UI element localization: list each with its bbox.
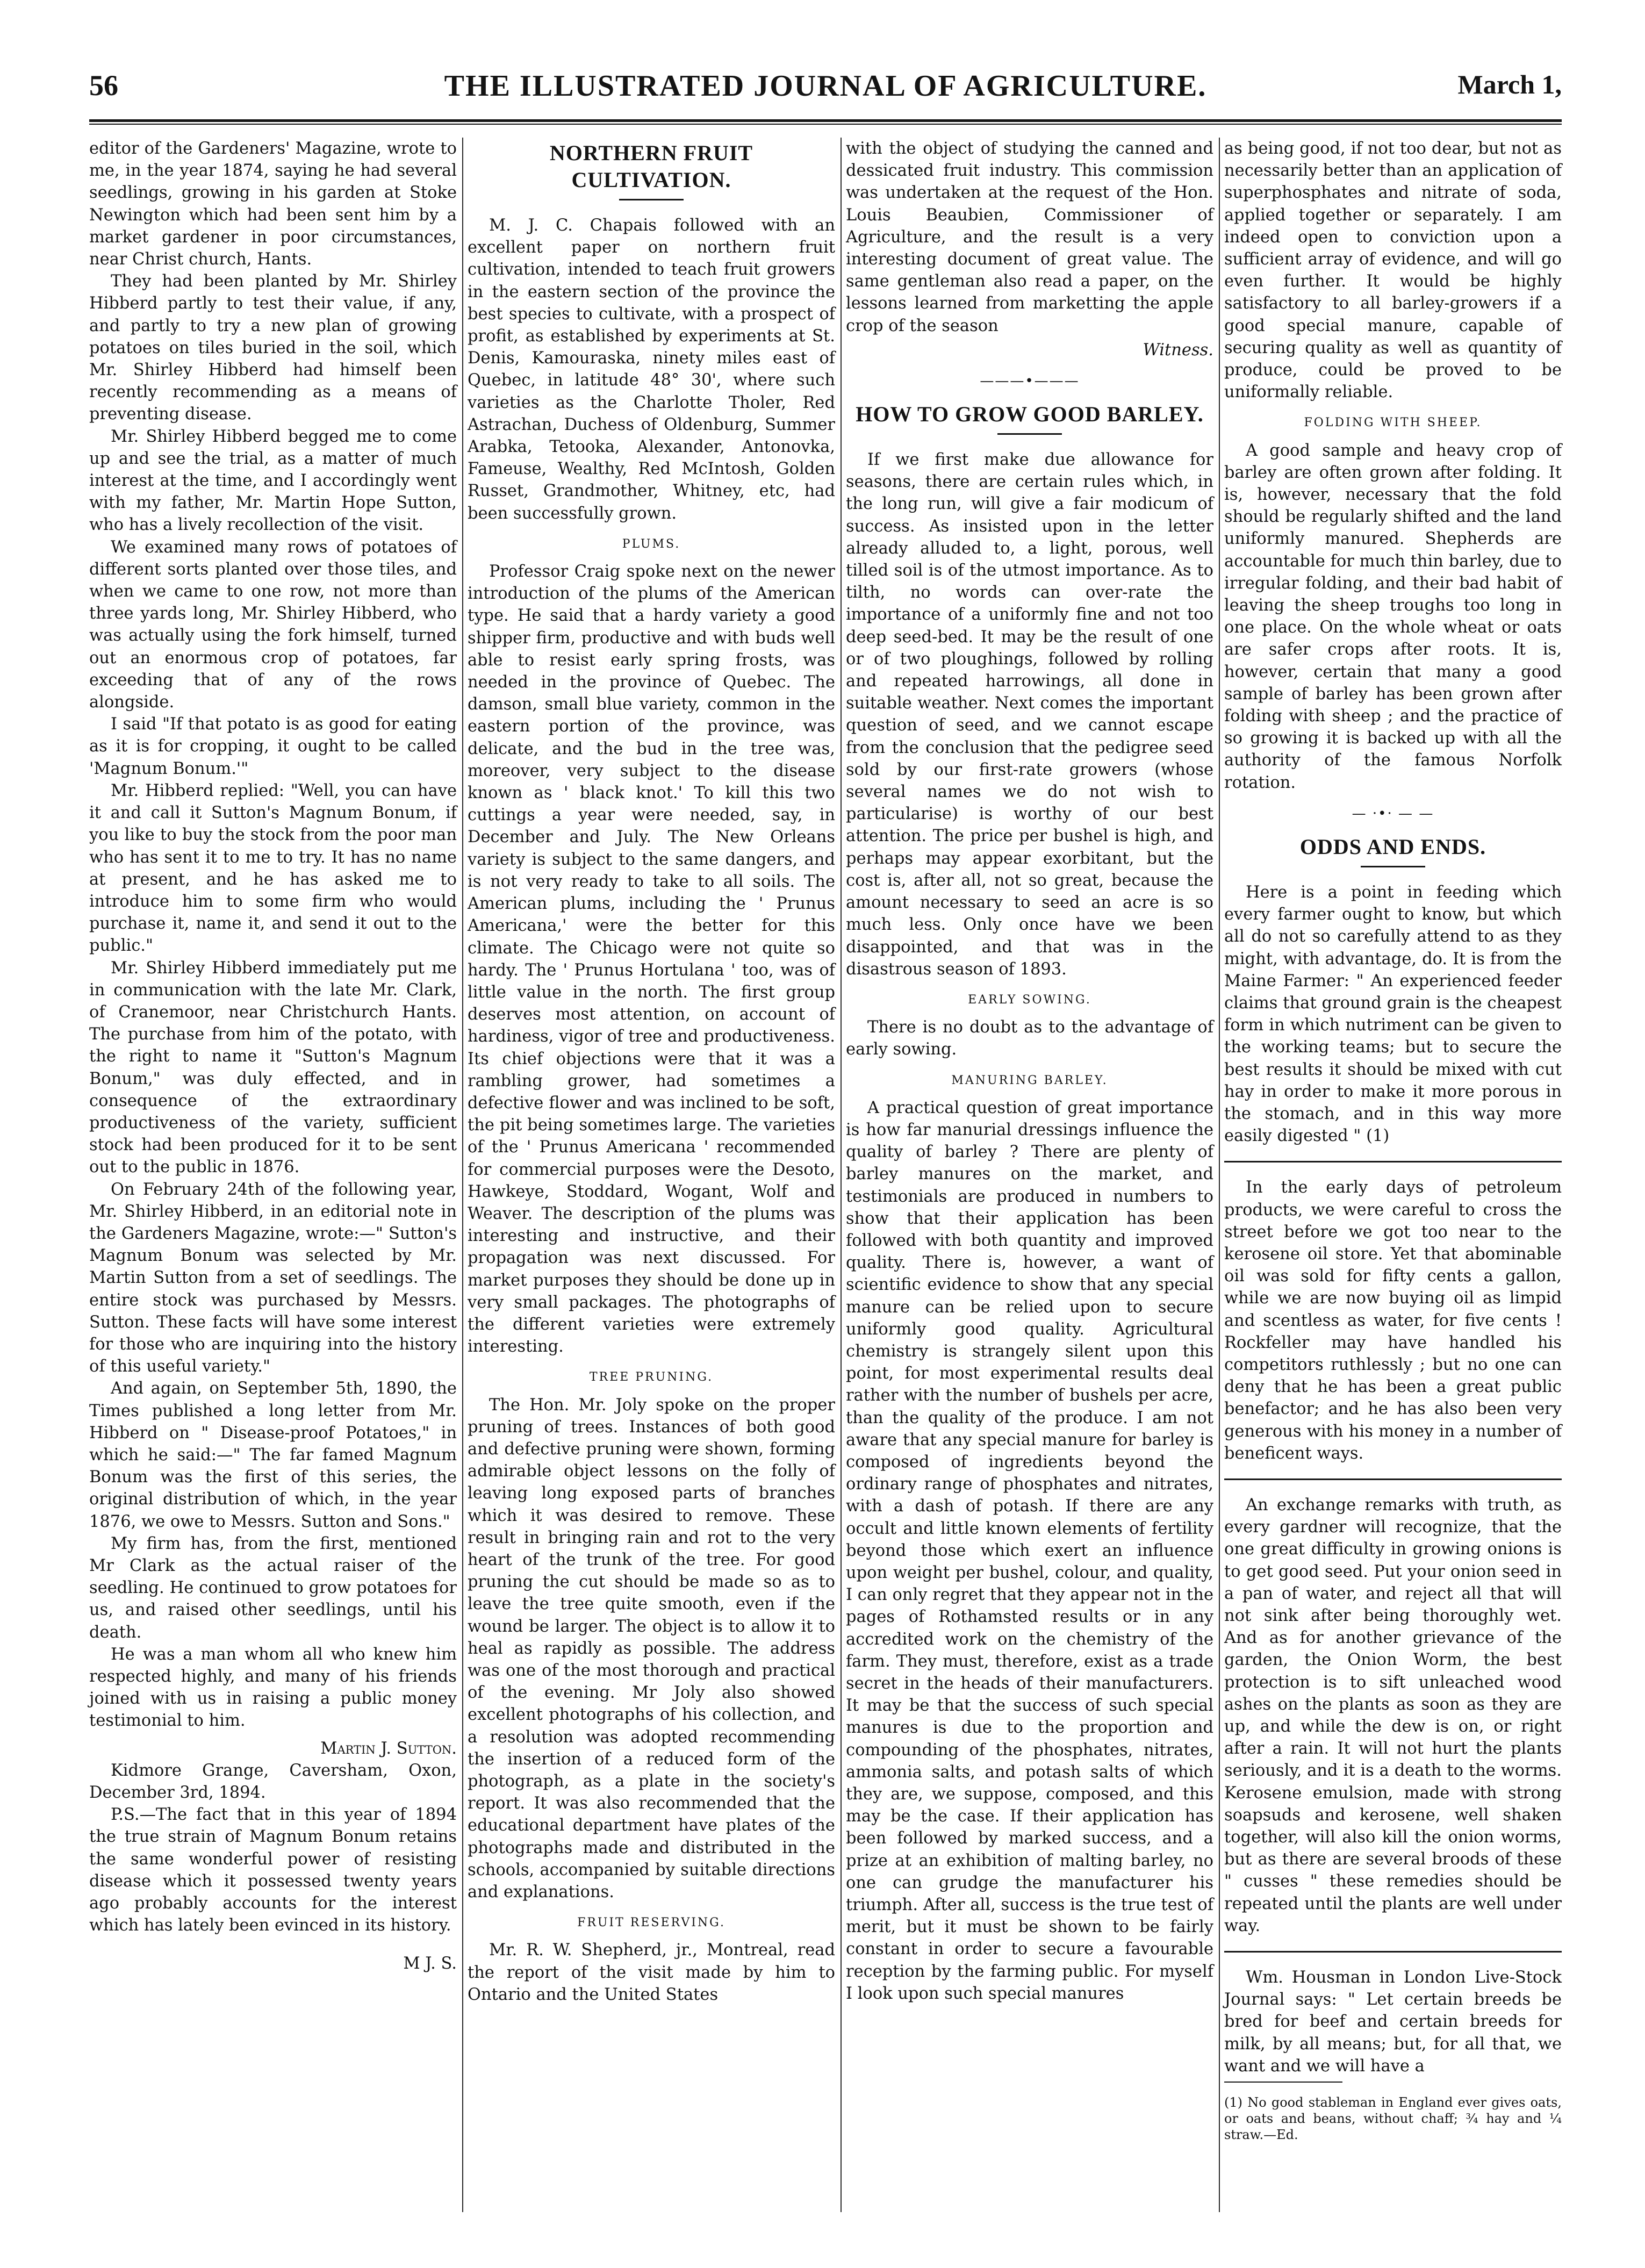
journal-title: THE ILLUSTRATED JOURNAL OF AGRICULTURE. bbox=[444, 69, 1207, 103]
paragraph: Mr. Shirley Hibberd immediately put me in communication with the late Mr. Clark, of Cranemoor, near Christchurch Hants. The purchase from him of the potato, with the right to name it "Sutton's Magnum Bonum," was duly effected, and in consequence of the extraordinary productiveness of the variety, sufficient stock had been produced for it to be sent out to the public in 1876. bbox=[89, 958, 457, 1177]
issue-date: March 1, bbox=[1457, 69, 1562, 99]
title-rule bbox=[997, 433, 1062, 435]
paragraph: We examined many rows of potatoes of different sorts planted over those tiles, and when we came to one row, not more than three yards long, Mr. Shirley Hibberd, who was actually using the fork himself, turned out an enormous crop of potatoes, far exceeding that of any of the rows alongside. bbox=[89, 537, 457, 712]
paragraph: Mr. Shirley Hibberd begged me to come up and see the trial, as a matter of much interest at the time, and I accordingly went with my father, Mr. Martin Hope Sutton, who has a lively recollection of the visit. bbox=[89, 427, 457, 535]
article-title: HOW TO GROW GOOD BARLEY. bbox=[856, 402, 1204, 427]
letter-address: Kidmore Grange, Caversham, Oxon, December 3rd, 1894. bbox=[89, 1761, 457, 1803]
title-rule bbox=[1361, 866, 1425, 867]
section-heading: PLUMS. bbox=[622, 537, 681, 551]
item-separator bbox=[1224, 1478, 1562, 1480]
article-title: NORTHERN FRUIT CULTIVATION. bbox=[549, 141, 753, 192]
paragraph: The Hon. Mr. Joly spoke on the proper pruning of trees. Instances of both good and defective pruning were shown, forming admirable object lessons on the folly of leaving long exposed parts of branches which it was desired to remove. These result in bringing rain and rot to the very heart of the trunk of the tree. For good pruning the cut should be made so as to leave the tree quite smooth, even if the wound be larger. The object is to allow it to heal as rapidly as possible. The address was one of the most thorough and practical of the evening. Mr Joly also showed excellent photographs of his collection, and a resolution was adopted recommending the insertion of a reduced form of the photograph, as a plate in the society's report. It was also recommended that the educational department have plates of the photographs made and distributed in the schools, accompanied by suitable directions and explanations. bbox=[468, 1395, 835, 1902]
title-rule bbox=[619, 199, 684, 200]
column-3 bbox=[846, 138, 1213, 2005]
column-divider bbox=[841, 138, 842, 2212]
column-divider bbox=[462, 138, 463, 2212]
paragraph: There is no doubt as to the advantage of early sowing. bbox=[846, 1018, 1213, 1059]
section-heading: FRUIT RESERVING. bbox=[577, 1916, 725, 1930]
ornamental-rule: — ·•· — — bbox=[1352, 805, 1434, 822]
paragraph: editor of the Gardeners' Magazine, wrote to me, in the year 1874, saying he had several seedlings, growing in his garden at Stoke Newington which had been sent him by a market gardener in poor circumstances, near Christ church, Hants. bbox=[89, 139, 457, 269]
paragraph: A good sample and heavy crop of barley are often grown after folding. It is, however, necessary that the fold should be regularly shifted and the land uniformly manured. Shepherds are accountable for much thin barley, due to irregular folding, and their bad habit of leaving the sheep troughs too long in one place. On the whole wheat or oats are safer crops after roots. It is, however, certain that many a good sample of barley has been grown after folding with sheep ; and the practice of so growing it is backed up with all the authority of the famous Norfolk rotation. bbox=[1224, 441, 1562, 792]
column-4 bbox=[1224, 138, 1562, 2143]
paragraph: Here is a point in feeding which every farmer ought to know, but which all do not so carefully attend to as they might, with advantage, do. It is from the Maine Farmer: " An experienced feeder claims that ground grain is the cheapest form in which nutriment can be given to the working teams; but to secure the best results it should be mixed with cut hay in order to make it more porous in the stomach, and in this way more easily digested " (1) bbox=[1224, 882, 1562, 1146]
page-number: 56 bbox=[89, 69, 118, 102]
header-rule-thin bbox=[89, 124, 1562, 125]
page-header bbox=[89, 69, 1562, 112]
paragraph: If we first make due allowance for seasons, there are certain rules which, in the long run, will give a fair modicum of success. As insisted upon in the letter already alluded to, a light, porous, well tilled soil is of the utmost importance. As to tilth, no words can over-rate the importance of a uniformly fine and not too deep seed-bed. It may be the result of one or of two ploughings, followed by rolling and repeated harrowings, all done in suitable weather. Next comes the important question of seed, and we cannot escape from the conclusion that the pedigree seed sold by our first-rate growers (whose several names we do not wish to particularise) is worthy of our best attention. The price per bushel is high, and perhaps may appear exorbitant, but the cost is, after all, not so great, because the amount necessary to seed an acre is so much less. Only once have we been disappointed, and that was in the disastrous season of 1893. bbox=[846, 450, 1213, 979]
letter-signature: Martin J. Sutton. bbox=[320, 1739, 457, 1758]
item-separator bbox=[1224, 1951, 1562, 1953]
paragraph: M. J. C. Chapais followed with an excellent paper on northern fruit cultivation, intended to teach fruit growers in the eastern section of the province the best species to cultivate, with a prospect of profit, as established by experiments at St. Denis, Kamouraska, ninety miles east of Quebec, in latitude 48° 30', where such varieties as the Charlotte Tholer, Red Astrachan, Duchess of Oldenburg, Summer Arabka, Tetooka, Alexander, Antonovka, Fameuse, Wealthy, Red McIntosh, Golden Russet, Grandmother, Whitney, etc, had been successfully grown. bbox=[468, 216, 835, 523]
paragraph: On February 24th of the following year, Mr. Shirley Hibberd, in an editorial note in the Gardeners Magazine, wrote:—" Sutton's Magnum Bonum was selected by Mr. Martin Sutton from a set of seedlings. The entire stock was purchased by Messrs. Sutton. These facts will have some interest for those who are inquiring into the history of this useful variety." bbox=[89, 1180, 457, 1376]
section-heading: TREE PRUNING. bbox=[589, 1370, 714, 1384]
footnote-rule bbox=[1224, 2082, 1342, 2083]
paragraph: They had been planted by Mr. Shirley Hibberd partly to test their value, if any, and partly to try a new plan of growing potatoes on tiles buried in the soil, which Mr. Shirley Hibberd had himself been recently recommending as a means of preventing disease. bbox=[89, 272, 457, 424]
footnote: (1) No good stableman in England ever gives oats, or oats and beans, without chaff; ¾ hay and ¼ straw.—Ed. bbox=[1224, 2095, 1562, 2143]
paragraph: And again, on September 5th, 1890, the Times published a long letter from Mr. Hibberd on " Disease-proof Potatoes," in which he said:—" The far famed Magnum Bonum was the first of this series, the original distribution of which, in the year 1876, we owe to Messrs. Sutton and Sons." bbox=[89, 1379, 457, 1531]
postscript: P.S.—The fact that in this year of 1894 the true strain of Magnum Bonum retains the same wonderful power of resisting disease which it possessed twenty years ago probably accounts for the interest which has lately been evinced in its history. bbox=[89, 1805, 457, 1935]
section-heading: MANURING BARLEY. bbox=[951, 1073, 1108, 1087]
paragraph: Mr. R. W. Shepherd, jr., Montreal, read the report of the visit made by him to Ontario and the United States bbox=[468, 1941, 835, 2004]
paragraph: Wm. Housman in London Live-Stock Journal says: " Let certain breeds be bred for beef and certain breeds for milk, by all means; but, for all that, we want and we will have a bbox=[1224, 1968, 1562, 2076]
article-title: ODDS AND ENDS. bbox=[1299, 834, 1486, 859]
paragraph: Mr. Hibberd replied: "Well, you can have it and call it Sutton's Magnum Bonum, if you like to buy the stock from the poor man who has sent it to me to try. It has no name at present, and he has asked me to introduce him to some firm who would purchase it, name it, and send it out to the public." bbox=[89, 781, 457, 956]
column-2 bbox=[468, 138, 835, 2006]
column-1 bbox=[89, 138, 457, 1975]
paragraph: I said "If that potato is as good for eating as it is for cropping, it ought to be called 'Magnum Bonum.'" bbox=[89, 715, 457, 778]
header-rule bbox=[89, 119, 1562, 122]
paragraph: He was a man whom all who knew him respected highly, and many of his friends joined with us in raising a public money testimonial to him. bbox=[89, 1645, 457, 1731]
source-attribution: Witness. bbox=[1143, 340, 1213, 360]
postscript-signature: M J. S. bbox=[403, 1954, 457, 1973]
paragraph: In the early days of petroleum products, we were careful to cross the street before we got too near to the kerosene oil store. Yet that abominable oil was sold for fifty cents a gallon, while we are now buying oil as limpid and scentless as water, for five cents ! Rockfeller may have handled his competitors ruthlessly ; but no one can deny that he has been a great public benefactor; and he has also been very generous with his money in a number of beneficent ways. bbox=[1224, 1178, 1562, 1463]
item-separator bbox=[1224, 1161, 1562, 1162]
column-divider bbox=[1219, 138, 1220, 2212]
paragraph: with the object of studying the canned and dessicated fruit industry. This commission was undertaken at the request of the Hon. Louis Beaubien, Commissioner of Agriculture, and the result is a very interesting document of great value. The same gentleman also read a paper, on the lessons learned from marketting the apple crop of the season bbox=[846, 139, 1213, 335]
section-heading: FOLDING WITH SHEEP. bbox=[1304, 416, 1482, 430]
paragraph: as being good, if not too dear, but not as necessarily better than an application of superphosphates and nitrate of soda, applied together or separately. I am indeed open to conviction upon a sufficient array of evidence, and will go even further. It would be highly satisfactory to all barley-growers if a good special manure, capable of securing quality as well as quantity of produce, could be proved to be uniformally reliable. bbox=[1224, 139, 1562, 402]
paragraph: My firm has, from the first, mentioned Mr Clark as the actual raiser of the seedling. He continued to grow potatoes for us, and raised other seedlings, until his death. bbox=[89, 1534, 457, 1642]
paragraph: A practical question of great importance is how far manurial dressings influence the quality of barley ? There are plenty of barley manures on the market, and testimonials are produced in numbers to show that their application has been followed with both quantity and improved quality. There is, however, a want of scientific evidence to show that any special manure can be relied upon to secure uniformly good quality. Agricultural chemistry is strangely silent upon this point, for most experimental results deal rather with the number of bushels per acre, than the quality of the produce. I am not aware that any special manure for barley is composed of ingredients beyond the ordinary range of phosphates and nitrates, with a dash of potash. If there are any occult and little known elements of fertility beyond those which exert an influence upon weight per bushel, colour, and quality, I can only regret that they appear not in the pages of Rothamsted results or in any accredited work on the chemistry of the farm. They must, therefore, exist as a trade secret in the heads of their manufacturers. It may be that the success of such special manures is due to the proportion and compounding of the phosphates, nitrates, ammonia salts, and potash salts of which they are, we suppose, composed, and this may be the case. If their application has been followed by marked success, and a prize at an exhibition of malting barley, no one can grudge the manufacturer his triumph. After all, success is the true test of merit, but it must be shown to be fairly constant in order to secure a favourable reception by the farming public. For myself I look upon such special manures bbox=[846, 1098, 1213, 2003]
section-heading: EARLY SOWING. bbox=[968, 993, 1091, 1007]
paragraph: An exchange remarks with truth, as every gardner will recognize, that the one great difficulty in growing onions is to get good seed. Put your onion seed in a pan of water, and reject all that will not sink after being thoroughly wet. And as for another grievance of the garden, the Onion Worm, the best protection is to sift unleached wood ashes on the plants as soon as they are up, and while the dew is on, or right after a rain. It will not hurt the plants seriously, and it is a death to the worms. Kerosene emulsion, made with strong soapsuds and kerosene, well shaken together, will also kill the onion worms, but as there are several broods of these " cusses " these remedies should be repeated until the plants are well under way. bbox=[1224, 1495, 1562, 1935]
paragraph: Professor Craig spoke next on the newer introduction of the plums of the American type. He said that a hardy variety a good shipper firm, productive and with buds well able to resist early spring frosts, was needed in the province of Quebec. The damson, small blue variety, common in the eastern portion of the province, was delicate, and the bud in the tree was, moreover, very subject to the disease known as ' black knot.' To kill this two cuttings a year were needed, say, in December and July. The New Orleans variety is subject to the same dangers, and is not very ready to take to all soils. The American plums, including the ' Prunus Americana,' were the better for this climate. The Chicago were not quite so hardy. The ' Prunus Hortulana ' too, was of little value in the north. The first group deserves most attention, on account of hardiness, vigor of tree and productiveness. Its chief objections were that it was a rambling grower, had sometimes a defective flower and was inclined to be soft, the pit being sometimes large. The varieties of the ' Prunus Americana ' recommended for commercial purposes were the Desoto, Hawkeye, Stoddard, Wogant, Wolf and Weaver. The description of the plums was interesting and instructive, and their propagation was next discussed. For market purposes they should be done up in very small packages. The photographs of the different varieties were extremely interesting. bbox=[468, 562, 835, 1357]
ornamental-rule: ———•——— bbox=[980, 373, 1080, 390]
